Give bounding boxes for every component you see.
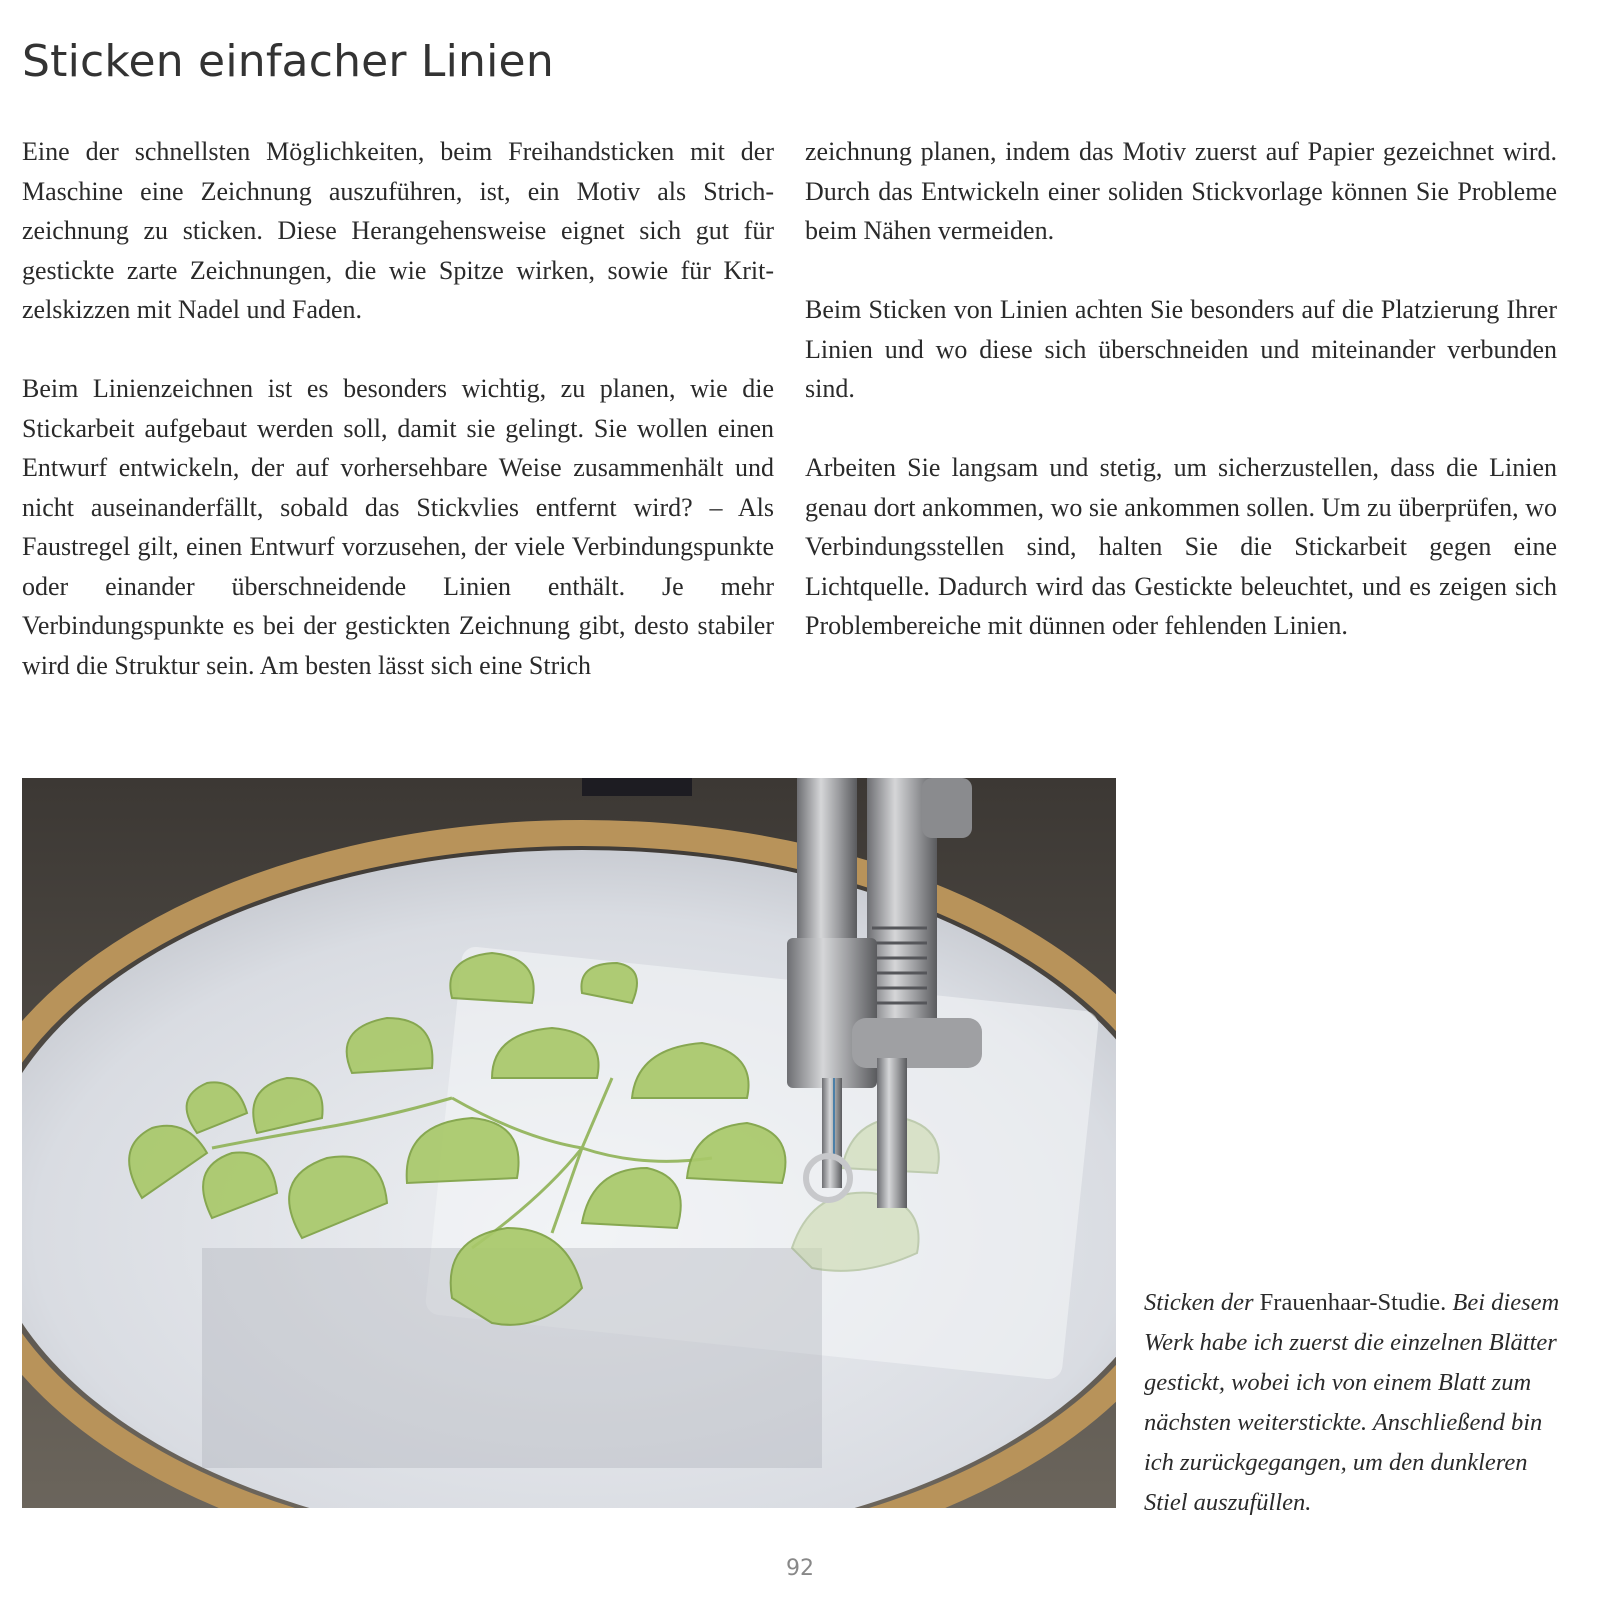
- paragraph: Beim Linienzeichnen ist es besonders wichtig, zu planen, wie die Stickarbeit aufgebaut werden soll, damit sie gelingt. Sie wollen einen Entwurf entwickeln, der auf vorhersehbare Weise zusammenhält und nicht auseinanderfällt, sobald das Stickvlies entfernt wird? – Als Faustregel gilt, einen Entwurf vorzusehen, der viele Verbindungspunkte oder einander überschneidende Linien enthält. Je mehr Verbindungspunkte es bei der gestickten Zeichnung gibt, desto stabiler wird die Struktur sein. Am besten lässt sich eine Strich: [22, 374, 774, 680]
- paragraph: Beim Sticken von Linien achten Sie besonders auf die Platzierung Ihrer Linien und wo diese sich überschneiden und miteinander verbunden sind.: [805, 295, 1557, 403]
- photo-caption: [1144, 1283, 1574, 1523]
- page-number: 92: [786, 1556, 814, 1581]
- embroidery-photo: [22, 778, 1116, 1508]
- text-column-left: [22, 132, 774, 725]
- caption-work-title: Frauenhaar-Studie.: [1259, 1289, 1447, 1316]
- paragraph: zeichnung planen, indem das Motiv zuerst auf Papier gezeichnet wird. Durch das Entwickeln einer soliden Stickvorlage können Sie Probleme beim Nähen vermeiden.: [805, 137, 1557, 245]
- caption-italic-lead: Sticken der: [1144, 1289, 1260, 1316]
- caption-italic-text: Bei diesem Werk habe ich zuerst die einzelnen Blätter gestickt, wobei ich von einem Blatt zum nächsten weiterstickte. Anschließend bin ich zurückgegangen, um den dunkleren Stiel auszufüllen.: [1144, 1289, 1560, 1516]
- page-title: Sticken einfacher Linien: [22, 36, 554, 87]
- text-column-right: [805, 132, 1557, 685]
- paragraph: Arbeiten Sie langsam und stetig, um sicherzustellen, dass die Linien genau dort ankommen, wo sie ankommen sollen. Um zu überprüfen, wo Verbindungsstellen sind, halten Sie die Stickarbeit gegen eine Lichtquelle. Dadurch wird das Gestickte beleuchtet, und es zeigen sich Problembereiche mit dünnen oder fehlenden Linien.: [805, 453, 1557, 640]
- paragraph: Eine der schnellsten Möglichkeiten, beim Freihandsticken mit der Maschine eine Zeichnung auszuführen, ist, ein Motiv als Strichzeichnung zu sticken. Diese Herangehensweise eignet sich gut für gestickte zarte Zeichnungen, die wie Spitze wirken, sowie für Kritzelskizzen mit Nadel und Faden.: [22, 137, 774, 324]
